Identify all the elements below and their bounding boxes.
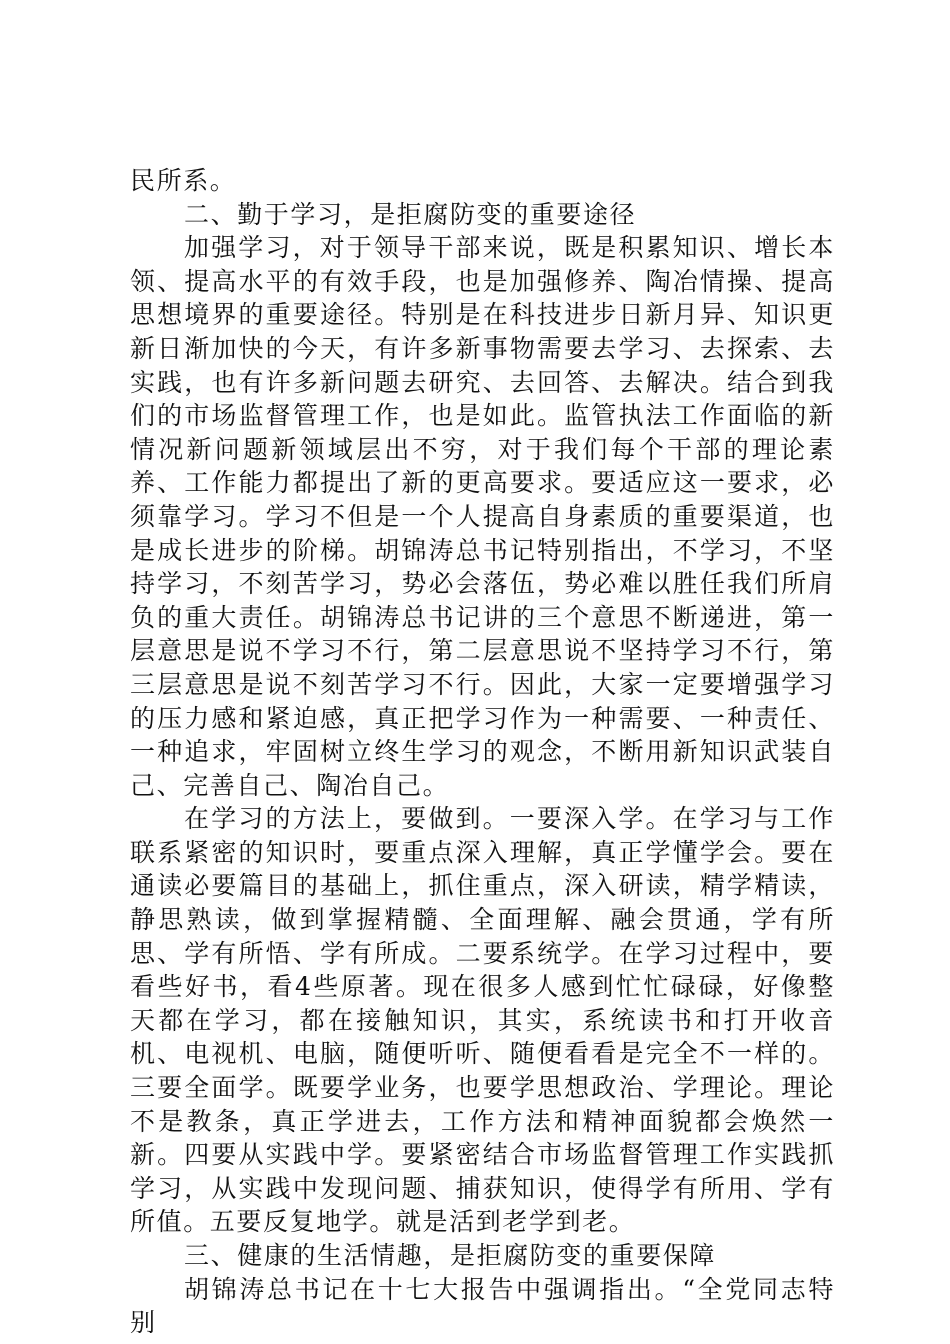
section-heading-three: 三、健康的生活情趣，是拒腐防变的重要保障 bbox=[184, 1241, 717, 1270]
section-heading-two: 二、勤于学习，是拒腐防变的重要途径 bbox=[184, 199, 637, 229]
paragraph-study-methods: 在学习的方法上，要做到。一要深入学。在学习与工作联系紧密的知识时，要重点深入理解，真正学懂学会。要在通读必要篇目的基础上，抓住重点，深入研读，精学精读，静思熟读，做到掌握精髓、全面理解、融会贯通，学有所思、学有所悟、学有所成。二要系统学。在学习过程中，要看些好书，看4些原著。现在很多人感到忙忙碌碌，好像整天都在学习，都在接触知识，其实，系统读书和打开收音机、电视机、电脑，随便听听、随便看看是完全不一样的。三要全面学。既要学业务，也要学思想政治、学理论。理论不是教条，真正学进去，工作方法和精神面貌都会焕然一新。四要从实践中学。要紧密结合市场监督管理工作实践抓学习，从实践中发现问题、捕获知识，使得学有所用、学有所值。五要反复地学。就是活到老学到老。 bbox=[130, 804, 835, 1237]
paragraph-lifestyle-intro: 胡锦涛总书记在十七大报告中强调指出。“全党同志特别 bbox=[130, 1274, 835, 1338]
paragraph-continuation: 民所系。 bbox=[130, 166, 237, 195]
paragraph-study-importance: 加强学习，对于领导干部来说，既是积累知识、增长本领、提高水平的有效手段，也是加强修养、陶冶情操、提高思想境界的重要途径。特别是在科技进步日新月异、知识更新日渐加快的今天，有许多新事物需要去学习、去探索、去实践，也有许多新问题去研究、去回答、去解决。结合到我们的市场监督管理工作，也是如此。监管执法工作面临的新情况新问题新领域层出不穷，对于我们每个干部的理论素养、工作能力都提出了新的更高要求。要适应这一要求，必须靠学习。学习不但是一个人提高自身素质的重要渠道，也是成长进步的阶梯。胡锦涛总书记特别指出，不学习，不坚持学习，不刻苦学习，势必会落伍，势必难以胜任我们所肩负的重大责任。胡锦涛总书记讲的三个意思不断递进，第一层意思是说不学习不行，第二层意思说不坚持学习不行，第三层意思是说不刻苦学习不行。因此，大家一定要增强学习的压力感和紧迫感，真正把学习作为一种需要、一种责任、一种追求，牢固树立终生学习的观念，不断用新知识武装自己、完善自己、陶冶自己。 bbox=[130, 233, 835, 800]
document-body bbox=[130, 164, 835, 1340]
